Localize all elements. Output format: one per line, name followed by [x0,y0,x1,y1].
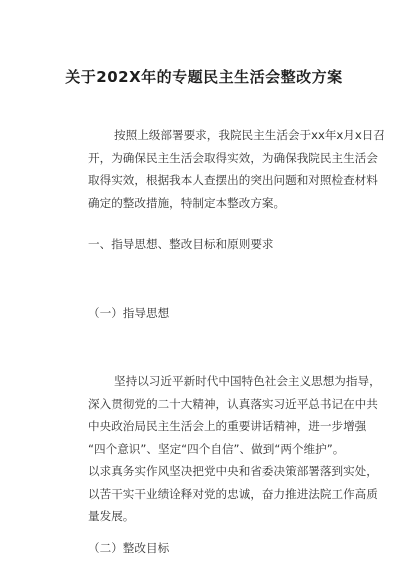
subsection-heading: （二）整改目标 [88,541,170,555]
intro-line: 按照上级部署要求，我院民主生活会于xx年x月x日召 [114,128,385,142]
intro-line: 取得实效，根据我本人查摆出的突出问题和对照检查材料 [88,173,378,187]
document-title: 关于202X年的专题民主生活会整改方案 [65,68,343,86]
body-line: “四个意识”、坚定“四个自信”、做到“两个维护”。 [88,441,345,456]
intro-line: 确定的整改措施，特制定本整改方案。 [88,195,286,210]
body-line: 以苦干实干业绩诠释对党的忠诚，奋力推进法院工作高质 [88,486,378,501]
body-line: 坚持以习近平新时代中国特色社会主义思想为指导， [114,374,381,388]
body-line: 中央政治局民主生活会上的重要讲话精神，进一步增强 [88,419,367,433]
body-line: 深入贯彻党的二十大精神，认真落实习近平总书记在中共 [88,396,378,411]
subsection-heading: （一）指导思想 [88,306,170,320]
intro-line: 开，为确保民主生活会取得实效，为确保我院民主生活会 [88,150,378,165]
section-heading: 一、指导思想、整改目标和原则要求 [88,237,274,251]
body-paragraph [88,370,381,528]
intro-paragraph [88,124,385,214]
body-line: 以求真务实作风坚决把党中央和省委决策部署落到实处， [88,464,378,478]
body-line: 量发展。 [88,509,135,523]
